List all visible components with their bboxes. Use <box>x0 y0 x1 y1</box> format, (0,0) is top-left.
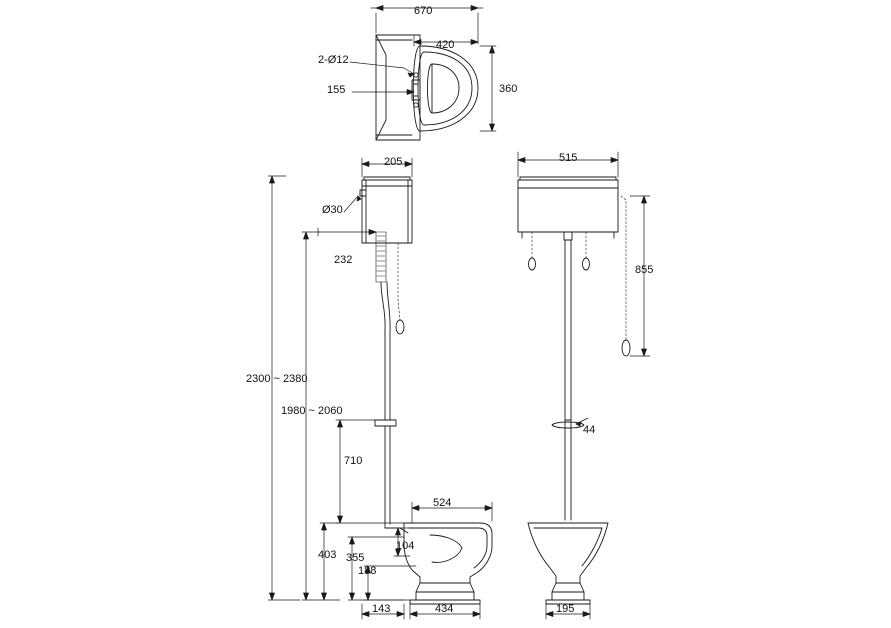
dim-label-44: 44 <box>583 424 596 436</box>
leader-inlet <box>344 196 361 212</box>
dim-label-355: 355 <box>346 552 365 564</box>
dim-label-155: 155 <box>327 84 346 96</box>
dim-524 <box>412 502 492 523</box>
dim-label-403: 403 <box>318 549 337 561</box>
dim-label-515: 515 <box>559 152 578 164</box>
front-elevation-geometry <box>518 177 630 604</box>
dim-360 <box>480 46 496 131</box>
leader-fixing-holes <box>350 62 414 77</box>
dim-total-height <box>268 176 300 600</box>
dim-label-195: 195 <box>556 603 575 615</box>
dim-403 <box>320 523 340 600</box>
dim-label-855: 855 <box>635 264 654 276</box>
dim-label-cistern-height: 1980 ~ 2060 <box>281 405 343 417</box>
dim-232 <box>318 228 376 236</box>
dim-label-524: 524 <box>433 497 452 509</box>
dim-label-143: 143 <box>372 603 391 615</box>
dim-155 <box>352 90 414 95</box>
dim-label-total-height: 2300 ~ 2380 <box>246 373 308 385</box>
dim-label-d30: Ø30 <box>322 204 343 216</box>
dim-label-2-d12: 2-Ø12 <box>318 54 349 66</box>
dim-label-710: 710 <box>344 455 363 467</box>
dim-label-188: 188 <box>358 565 377 577</box>
dim-label-232: 232 <box>334 254 353 266</box>
dim-855 <box>630 196 650 356</box>
dim-label-104: 104 <box>396 540 415 552</box>
dim-label-360: 360 <box>499 83 518 95</box>
side-elevation-geometry <box>360 177 492 604</box>
dim-label-434: 434 <box>435 603 454 615</box>
dim-label-420: 420 <box>436 39 455 51</box>
top-view-geometry <box>376 35 478 140</box>
dim-label-205: 205 <box>384 156 403 168</box>
dim-label-670: 670 <box>414 5 433 17</box>
dim-710 <box>336 420 404 523</box>
